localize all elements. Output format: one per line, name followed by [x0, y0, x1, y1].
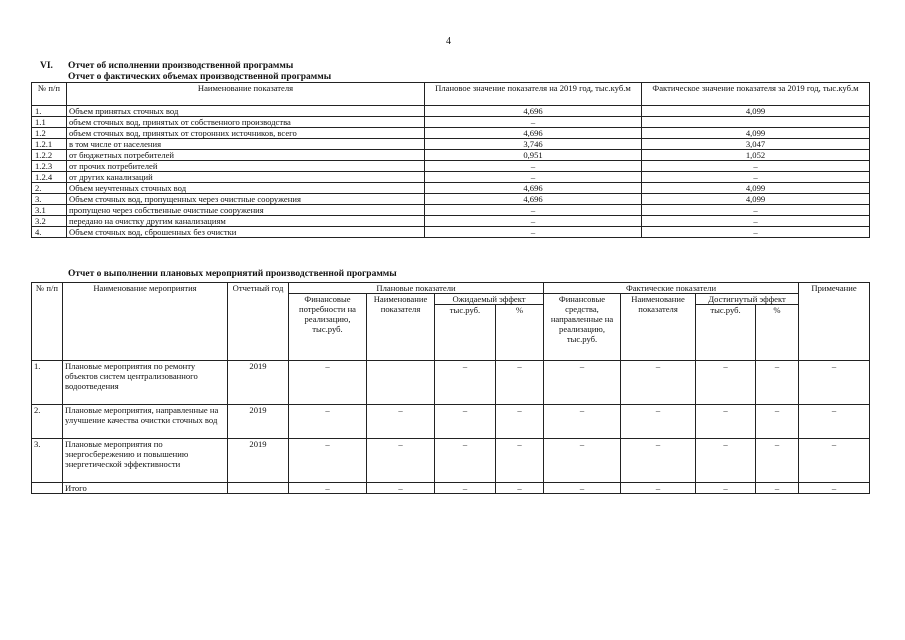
header-plan-effect: Ожидаемый эффект: [435, 294, 544, 305]
row-plan-effect-rub: –: [435, 405, 496, 439]
row-num: 1.2: [32, 128, 67, 139]
row-plan-value: –: [425, 205, 642, 216]
row-plan-indicator: –: [367, 405, 435, 439]
header-fact-effect: Достигнутый эффект: [696, 294, 799, 305]
row-plan-finance: –: [289, 405, 367, 439]
row-measure-name: Плановые мероприятия по ремонту объектов систем централизованного водоотведения: [63, 361, 228, 405]
row-fact-value: 4,099: [642, 106, 870, 117]
row-fact-effect-rub: –: [696, 439, 756, 483]
total-num-cell: [32, 483, 63, 494]
header-note: Примечание: [799, 283, 870, 361]
row-plan-value: –: [425, 216, 642, 227]
row-num: 3.1: [32, 205, 67, 216]
section-title: Отчет об исполнении производственной программы: [68, 61, 294, 71]
row-fact-value: –: [642, 216, 870, 227]
row-fact-effect-pct: –: [756, 439, 799, 483]
row-fact-value: 3,047: [642, 139, 870, 150]
row-plan-value: –: [425, 172, 642, 183]
row-plan-value: –: [425, 161, 642, 172]
row-plan-indicator: –: [367, 439, 435, 483]
header-fact-value: Фактическое значение показателя за 2019 год, тыс.куб.м: [642, 83, 870, 106]
total-plan-finance: –: [289, 483, 367, 494]
table1-title: Отчет о фактических объемах производственной программы: [68, 72, 332, 82]
row-num: 1.2.4: [32, 172, 67, 183]
total-fact-indicator: –: [621, 483, 696, 494]
row-fact-finance: –: [544, 439, 621, 483]
header-indicator-name: Наименование показателя: [67, 83, 425, 106]
row-indicator-name: объем сточных вод, принятых от собственного производства: [67, 117, 425, 128]
row-num: 1.2.3: [32, 161, 67, 172]
page-number: 4: [446, 36, 451, 47]
table-row: [32, 139, 870, 150]
row-report-year: 2019: [228, 361, 289, 405]
row-fact-value: 4,099: [642, 128, 870, 139]
planned-measures-table: [31, 282, 870, 494]
row-plan-value: 3,746: [425, 139, 642, 150]
row-fact-effect-pct: –: [756, 405, 799, 439]
row-report-year: 2019: [228, 405, 289, 439]
row-indicator-name: от прочих потребителей: [67, 161, 425, 172]
row-indicator-name: в том числе от населения: [67, 139, 425, 150]
table-row: [32, 172, 870, 183]
header-plan-rub: тыс.руб.: [435, 305, 496, 361]
table-row: [32, 117, 870, 128]
row-num: 3.: [32, 439, 63, 483]
row-num: 3.: [32, 194, 67, 205]
row-num: 1.: [32, 361, 63, 405]
row-fact-value: 1,052: [642, 150, 870, 161]
row-plan-finance: –: [289, 361, 367, 405]
row-num: 2.: [32, 405, 63, 439]
header-fact-rub: тыс.руб.: [696, 305, 756, 361]
row-indicator-name: Объем сточных вод, сброшенных без очистки: [67, 227, 425, 238]
total-fact-effect-pct: –: [756, 483, 799, 494]
row-plan-value: 4,696: [425, 106, 642, 117]
row-indicator-name: объем сточных вод, принятых от сторонних источников, всего: [67, 128, 425, 139]
table-row: [32, 106, 870, 117]
row-num: 1.: [32, 106, 67, 117]
row-fact-finance: –: [544, 361, 621, 405]
table2-title: Отчет о выполнении плановых мероприятий производственной программы: [68, 269, 397, 279]
row-report-year: 2019: [228, 439, 289, 483]
row-num: 4.: [32, 227, 67, 238]
table-row: [32, 439, 870, 483]
header-plan-value: Плановое значение показателя на 2019 год, тыс.куб.м: [425, 83, 642, 106]
header-plan-group: Плановые показатели: [289, 283, 544, 294]
row-plan-finance: –: [289, 439, 367, 483]
table-row: [32, 161, 870, 172]
row-fact-value: –: [642, 205, 870, 216]
row-fact-effect-rub: –: [696, 405, 756, 439]
header-plan-pct: %: [496, 305, 544, 361]
row-plan-value: 4,696: [425, 183, 642, 194]
total-fact-finance: –: [544, 483, 621, 494]
row-num: 1.2.2: [32, 150, 67, 161]
row-plan-effect-pct: –: [496, 405, 544, 439]
total-plan-indicator: –: [367, 483, 435, 494]
header-fact-pct: %: [756, 305, 799, 361]
section-number: VI.: [40, 61, 53, 71]
row-fact-value: –: [642, 172, 870, 183]
header-measure-name: Наименование мероприятия: [63, 283, 228, 361]
header-plan-indicator: Наименование показателя: [367, 294, 435, 361]
row-indicator-name: Объем неучтенных сточных вод: [67, 183, 425, 194]
table-row: [32, 150, 870, 161]
table2-header-row-1: [32, 283, 870, 294]
row-note: –: [799, 405, 870, 439]
row-fact-indicator: –: [621, 361, 696, 405]
row-fact-indicator: –: [621, 439, 696, 483]
row-fact-finance: –: [544, 405, 621, 439]
table-row: [32, 361, 870, 405]
total-row: [32, 483, 870, 494]
row-plan-effect-rub: –: [435, 361, 496, 405]
header-plan-finance: Финансовые потребности на реализацию, тыс.руб.: [289, 294, 367, 361]
header-fact-group: Фактические показатели: [544, 283, 799, 294]
row-num: 2.: [32, 183, 67, 194]
table-row: [32, 205, 870, 216]
row-fact-value: –: [642, 161, 870, 172]
header-fact-finance: Финансовые средства, направленные на реализацию, тыс.руб.: [544, 294, 621, 361]
header-num: № п/п: [32, 283, 63, 361]
total-plan-effect-pct: –: [496, 483, 544, 494]
table-row: [32, 128, 870, 139]
table1-header-row: [32, 83, 870, 106]
row-indicator-name: Объем принятых сточных вод: [67, 106, 425, 117]
row-fact-effect-rub: –: [696, 361, 756, 405]
row-num: 1.1: [32, 117, 67, 128]
header-num: № п/п: [32, 83, 67, 106]
row-plan-effect-pct: –: [496, 361, 544, 405]
header-fact-indicator: Наименование показателя: [621, 294, 696, 361]
total-year-cell: [228, 483, 289, 494]
row-plan-value: –: [425, 227, 642, 238]
row-num: 3.2: [32, 216, 67, 227]
row-plan-effect-rub: –: [435, 439, 496, 483]
table-row: [32, 405, 870, 439]
row-fact-value: [642, 117, 870, 128]
row-indicator-name: Объем сточных вод, пропущенных через очистные сооружения: [67, 194, 425, 205]
row-fact-value: 4,099: [642, 183, 870, 194]
row-measure-name: Плановые мероприятия по энергосбережению и повышению энергетической эффективности: [63, 439, 228, 483]
row-plan-value: 4,696: [425, 128, 642, 139]
row-indicator-name: от других канализаций: [67, 172, 425, 183]
total-label: Итого: [63, 483, 228, 494]
row-fact-effect-pct: –: [756, 361, 799, 405]
table-row: [32, 216, 870, 227]
row-fact-value: 4,099: [642, 194, 870, 205]
total-plan-effect-rub: –: [435, 483, 496, 494]
row-indicator-name: от бюджетных потребителей: [67, 150, 425, 161]
row-num: 1.2.1: [32, 139, 67, 150]
row-plan-effect-pct: –: [496, 439, 544, 483]
row-indicator-name: пропущено через собственные очистные сооружения: [67, 205, 425, 216]
row-fact-indicator: –: [621, 405, 696, 439]
row-plan-value: 0,951: [425, 150, 642, 161]
header-report-year: Отчетный год: [228, 283, 289, 361]
row-note: –: [799, 361, 870, 405]
production-volumes-table: [31, 82, 870, 238]
table-row: [32, 194, 870, 205]
row-fact-value: –: [642, 227, 870, 238]
total-note: –: [799, 483, 870, 494]
table-row: [32, 227, 870, 238]
row-plan-value: 4,696: [425, 194, 642, 205]
row-plan-indicator: [367, 361, 435, 405]
row-measure-name: Плановые мероприятия, направленные на улучшение качества очистки сточных вод: [63, 405, 228, 439]
row-indicator-name: передано на очистку другим канализациям: [67, 216, 425, 227]
row-plan-value: –: [425, 117, 642, 128]
row-note: –: [799, 439, 870, 483]
total-fact-effect-rub: –: [696, 483, 756, 494]
table-row: [32, 183, 870, 194]
